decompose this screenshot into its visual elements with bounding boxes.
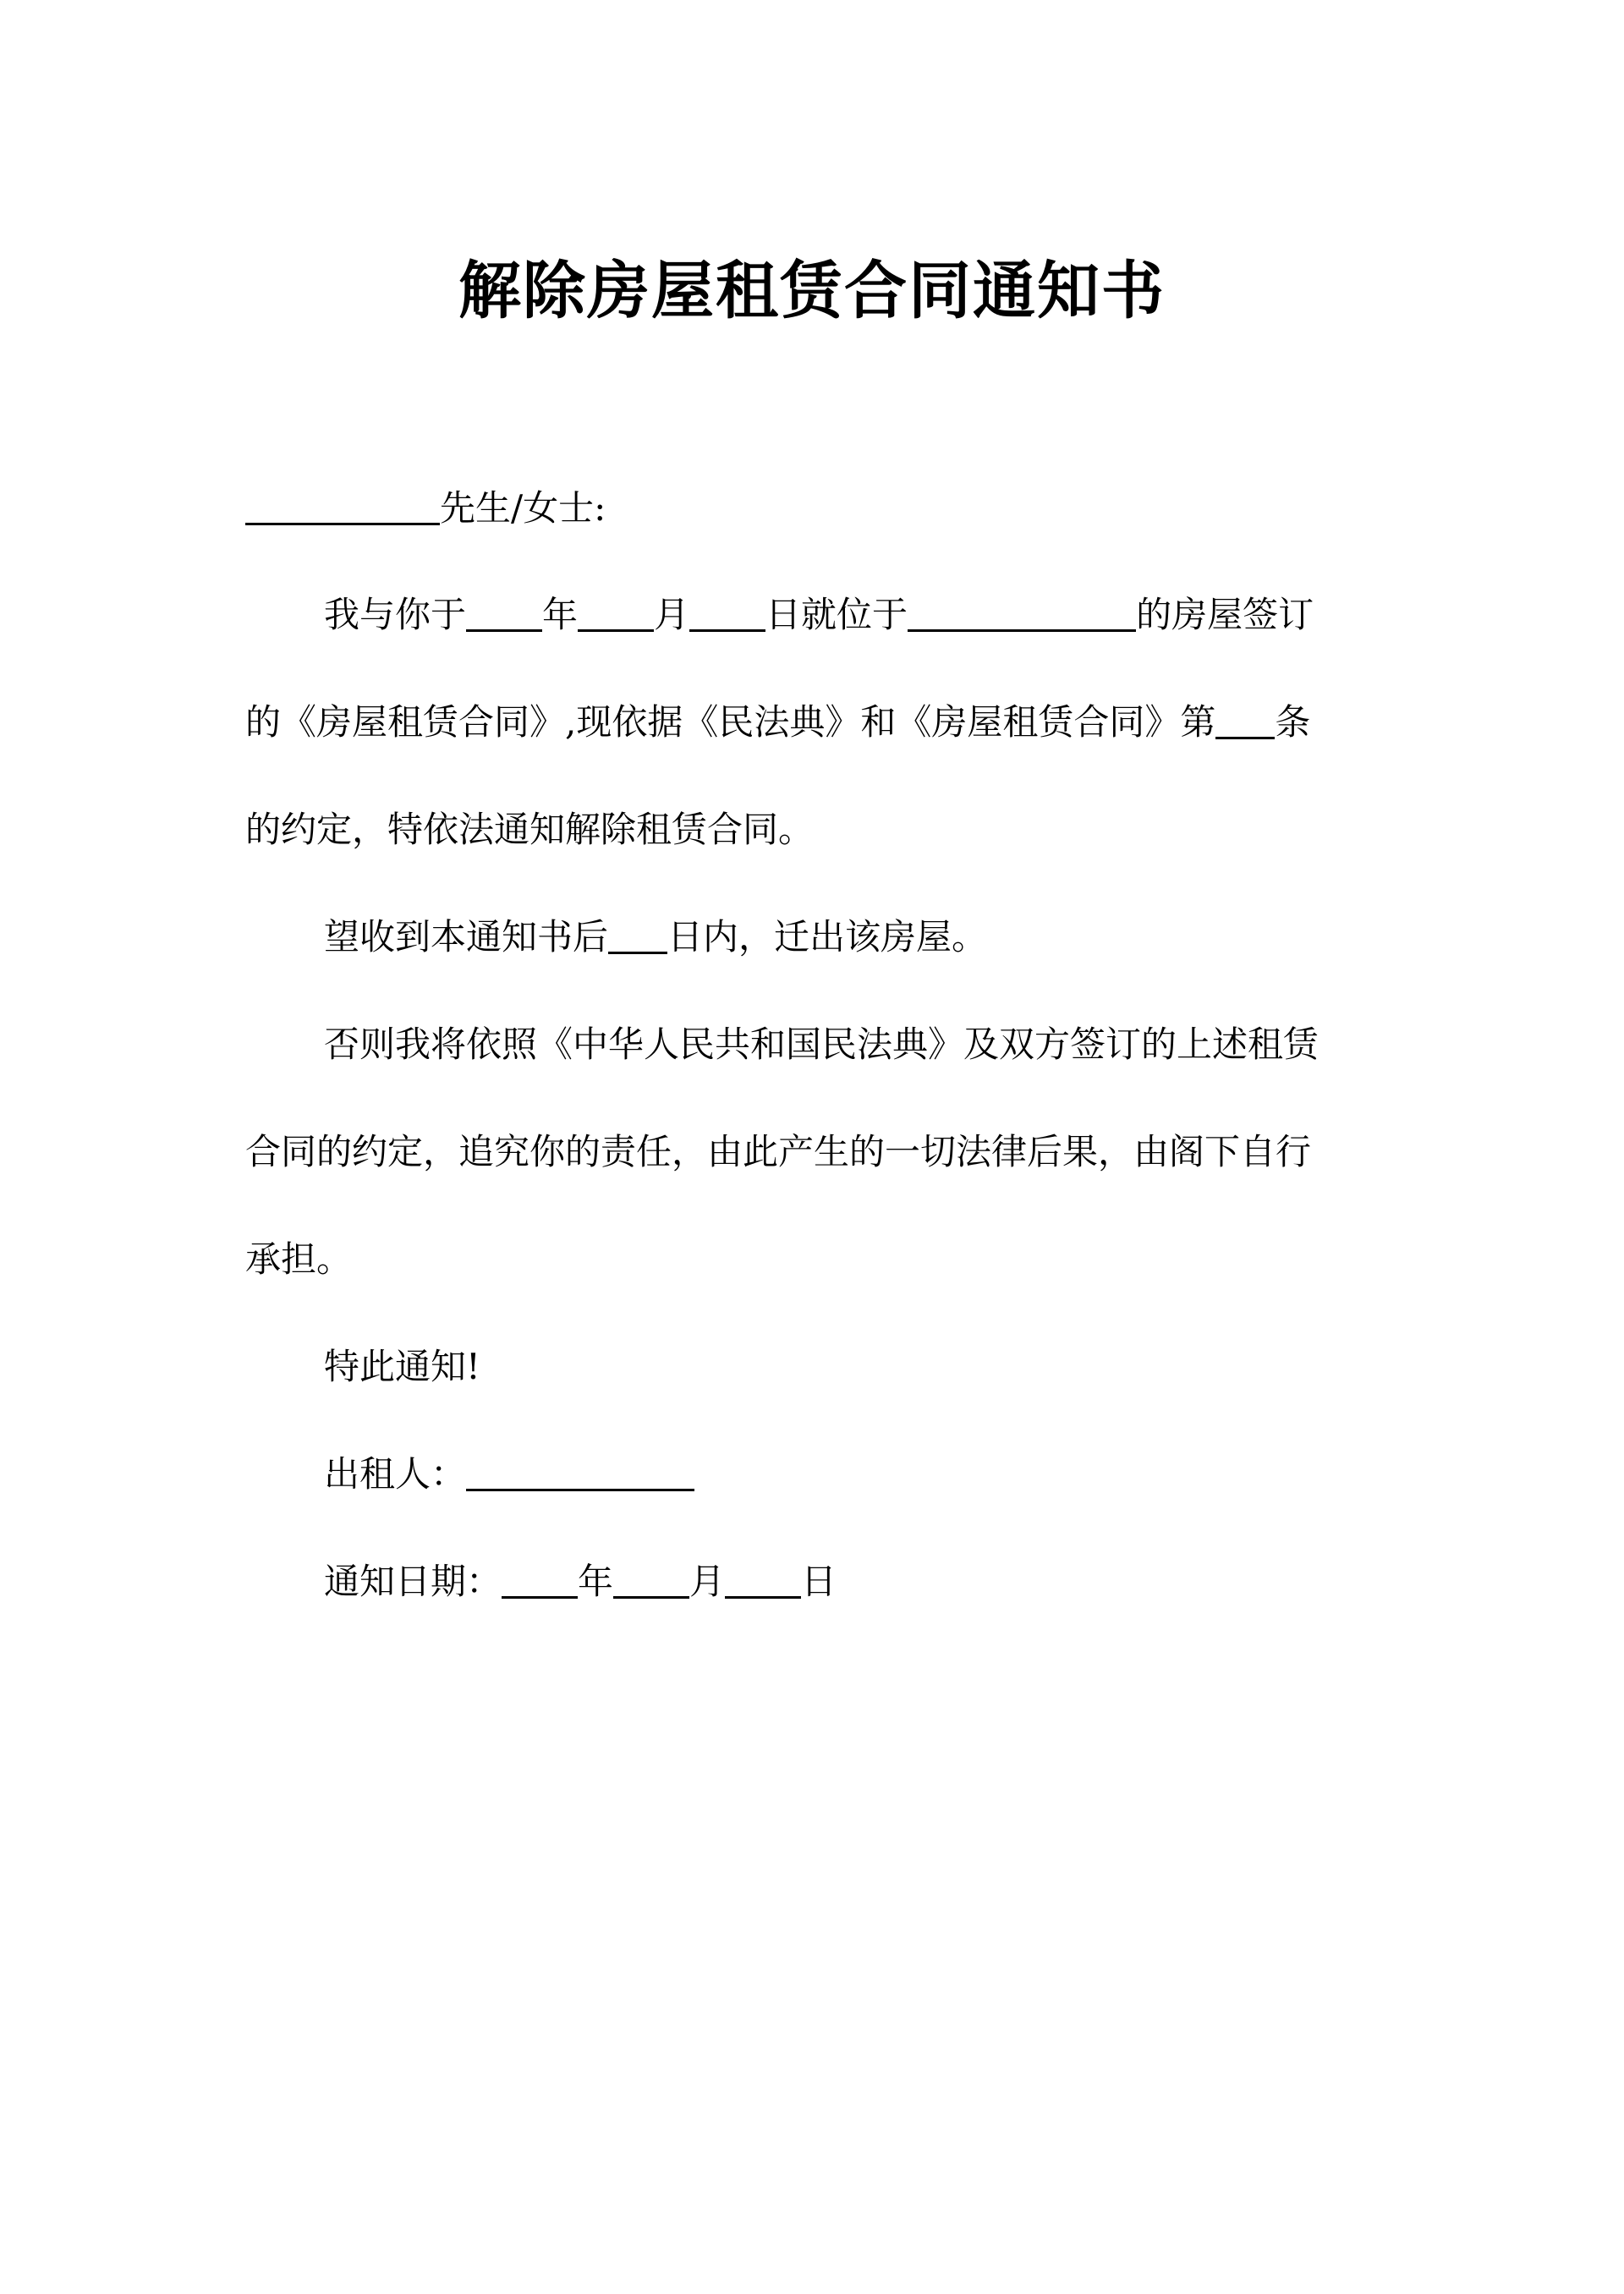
p1-text-2: 的房屋签订 (1136, 594, 1314, 635)
notice-day-label: 日 (801, 1561, 837, 1602)
p1-day-label: 日就位于 (765, 594, 908, 635)
paragraph3-line3: 承担。 (245, 1238, 353, 1280)
notice-month-blank (613, 1564, 689, 1599)
lessor-signature-blank (466, 1457, 694, 1491)
p1-text-3: 的《房屋租赁合同》,现依据《民法典》和《房屋租赁合同》第 (245, 701, 1216, 743)
salutation-line (245, 487, 606, 529)
sign-month-blank (578, 597, 654, 632)
paragraph3-line2: 合同的约定，追究你的责任，由此产生的一切法律后果，由阁下自行 (245, 1131, 1312, 1172)
lessor-signature-line (324, 1453, 694, 1495)
move-out-days-blank (608, 919, 667, 954)
recipient-name-blank (245, 491, 440, 525)
p1-year-label: 年 (542, 594, 579, 635)
clause-number-blank (1215, 705, 1275, 739)
paragraph1-line3: 的约定，特依法通知解除租赁合同。 (245, 809, 815, 850)
sign-year-blank (466, 597, 542, 632)
paragraph1-line1 (324, 594, 1314, 635)
closing-text: 特此通知! (324, 1346, 480, 1387)
notice-date-line (324, 1561, 837, 1602)
notice-day-blank (725, 1564, 801, 1599)
lessor-label: 出租人： (324, 1453, 467, 1495)
p1-text-4: 条 (1275, 701, 1311, 743)
p2-text-1: 望收到本通知书后 (324, 916, 609, 958)
paragraph1-line2 (245, 701, 1311, 743)
notice-year-blank (502, 1564, 578, 1599)
p2-text-2: 日内，迁出该房屋。 (667, 916, 988, 958)
paragraph2 (324, 916, 988, 958)
property-address-blank (908, 597, 1136, 632)
p1-month-label: 月 (654, 594, 690, 635)
notice-month-label: 月 (689, 1561, 726, 1602)
notice-date-label: 通知日期： (324, 1561, 502, 1602)
document-title: 解除房屋租赁合同通知书 (458, 255, 1166, 327)
sign-day-blank (689, 597, 765, 632)
notice-year-label: 年 (578, 1561, 614, 1602)
p1-text-1: 我与你于 (324, 594, 467, 635)
salutation-suffix: 先生/女士: (440, 487, 606, 529)
paragraph3-line1: 否则我将依照《中华人民共和国民法典》及双方签订的上述租赁 (324, 1024, 1320, 1065)
